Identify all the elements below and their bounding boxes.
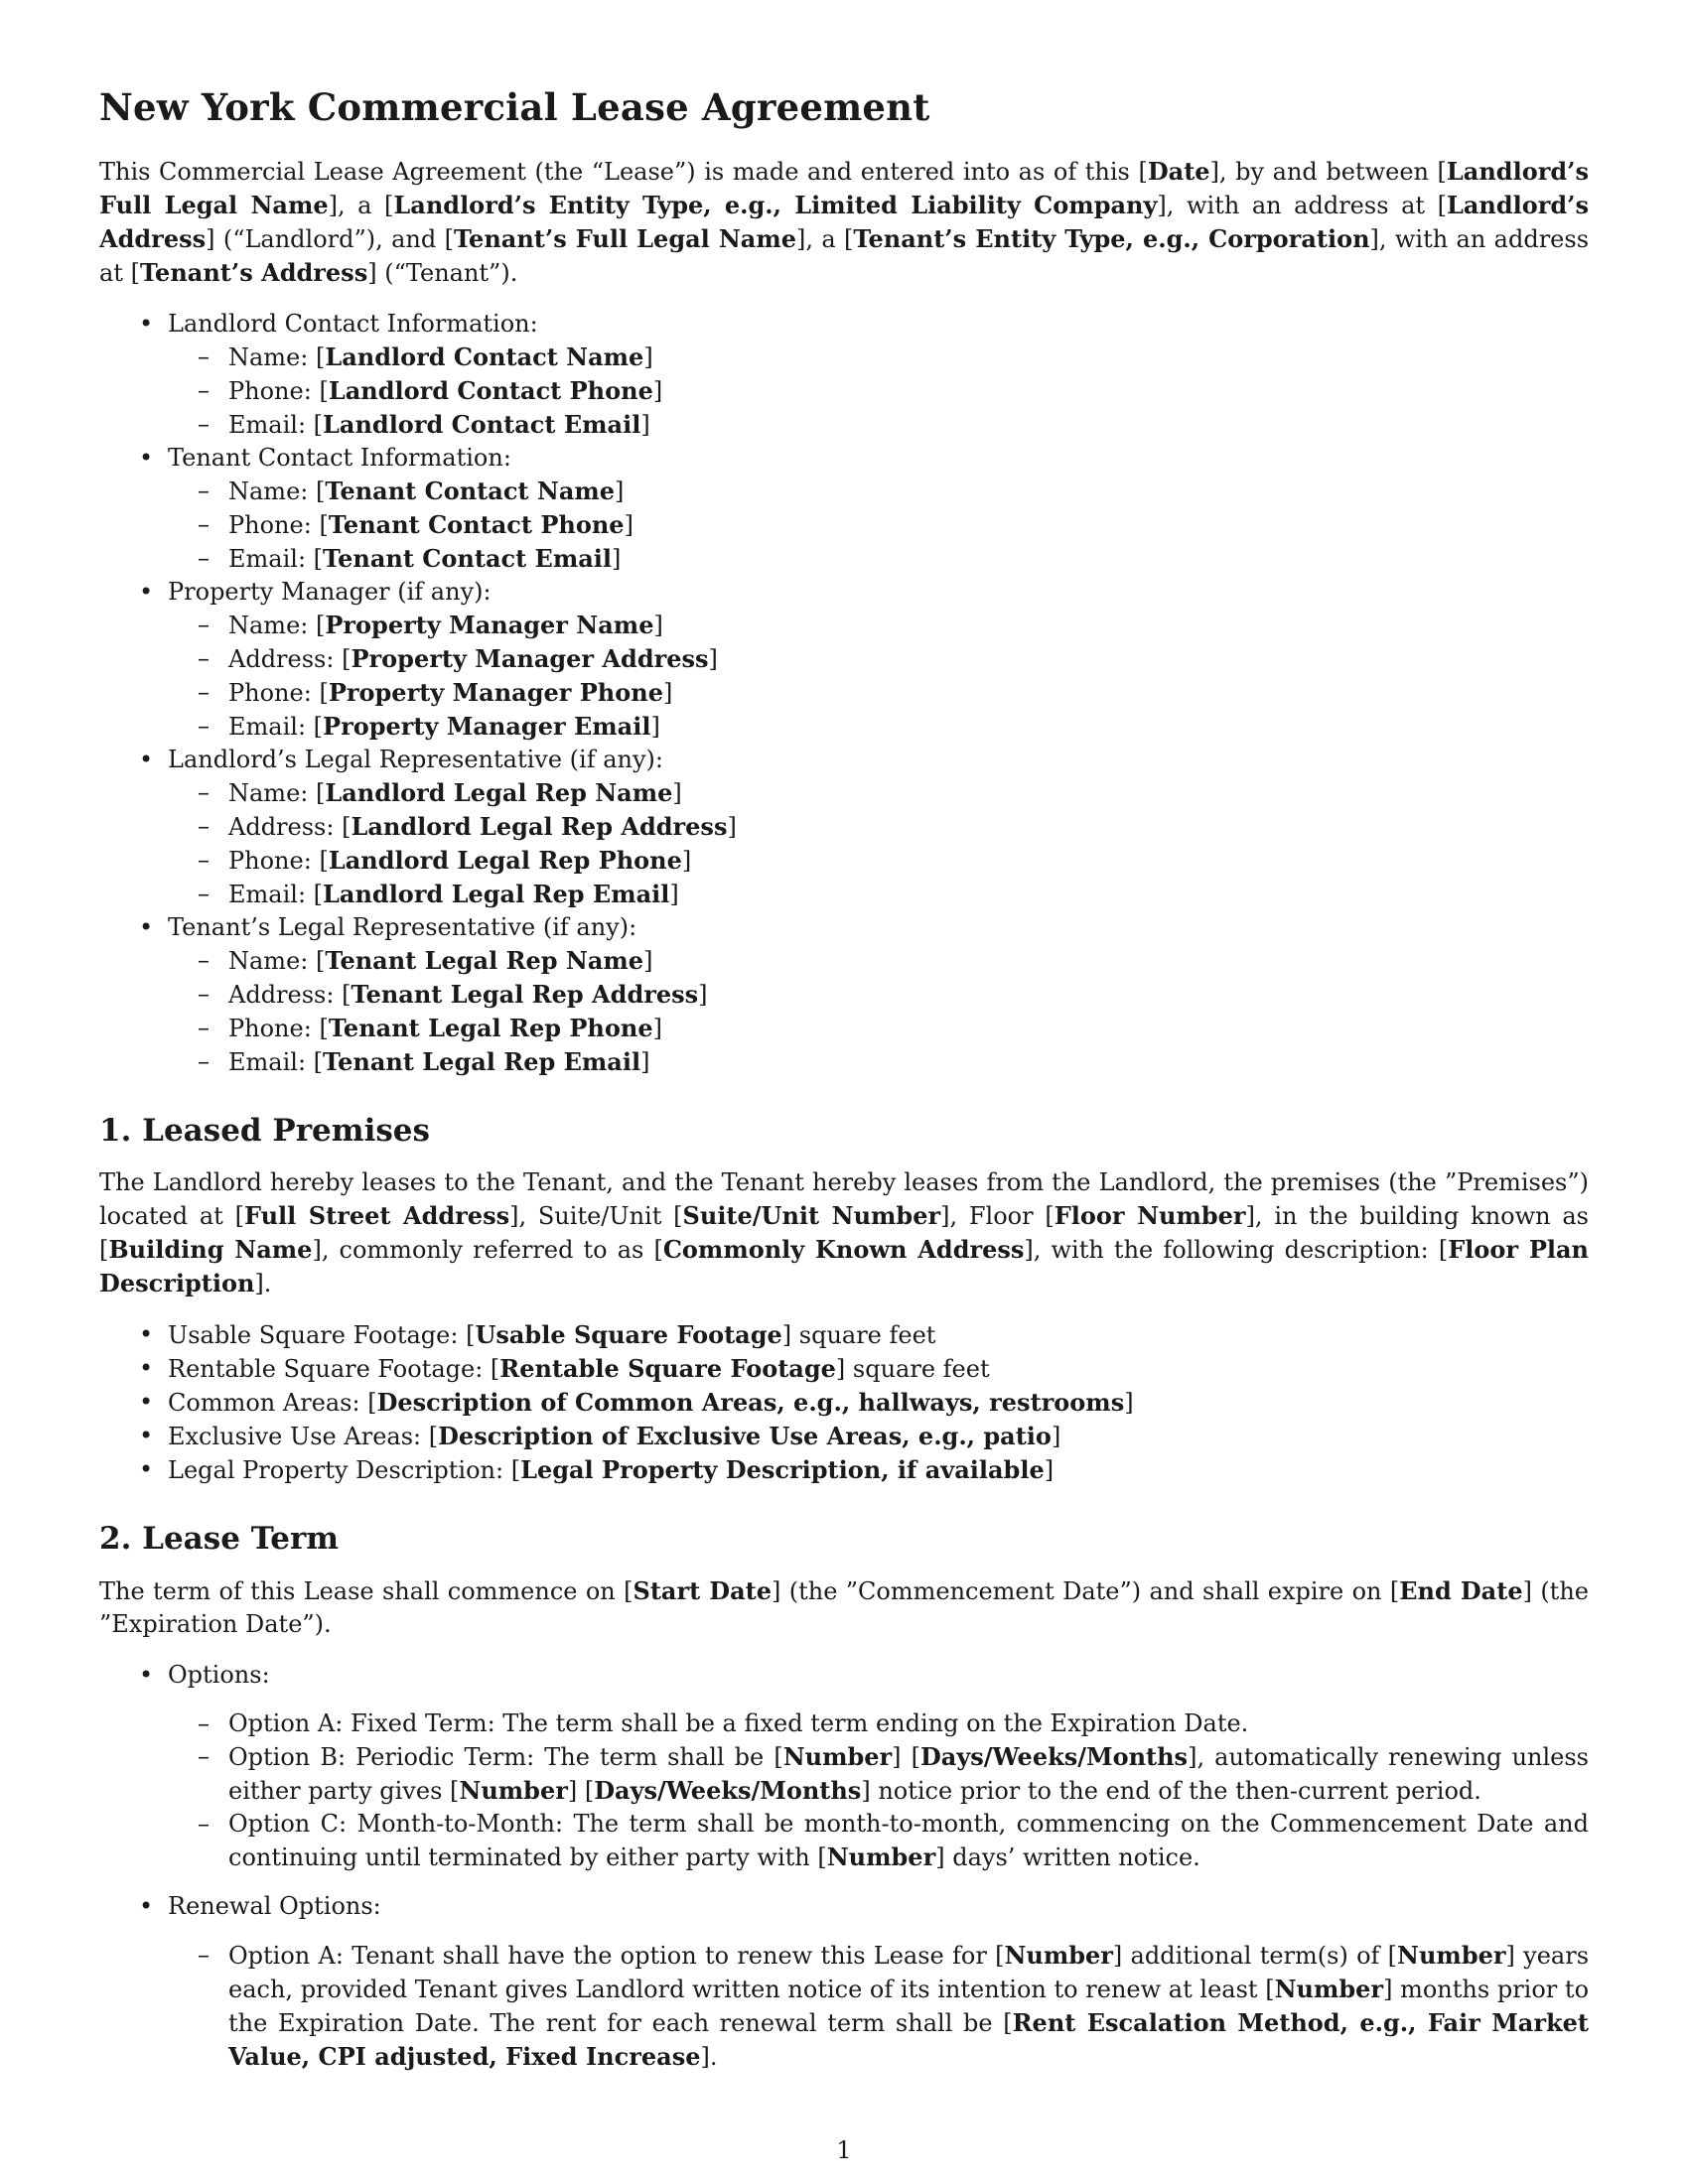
- list-item: [168, 1740, 1589, 1808]
- text-run: Option A: Tenant shall have the option to renew this Lease for [: [228, 1942, 1005, 1970]
- contact-group: [99, 442, 1589, 576]
- contact-sublist: [168, 609, 1589, 744]
- contact-field-label: Email:: [228, 411, 314, 439]
- list-item: [99, 1386, 1589, 1420]
- text-run: ], a [: [796, 225, 854, 253]
- contact-field-label: Email:: [228, 713, 314, 741]
- contact-field-label: Phone:: [228, 377, 320, 405]
- placeholder-field: Floor Number: [1054, 1201, 1246, 1230]
- contact-field: – Address: [Landlord Legal Rep Address]: [168, 810, 1589, 844]
- contact-field-label: Address:: [228, 645, 343, 673]
- text-run: Option B: Periodic Term: The term shall be [: [228, 1743, 783, 1771]
- section-1-heading: 1. Leased Premises: [99, 1113, 430, 1149]
- text-run: ] months prior to the Expiration Date. The rent for each renewal term shall be [: [228, 1976, 1590, 2037]
- intro-paragraph: [99, 155, 1589, 290]
- contact-field: – Address: [Property Manager Address]: [168, 642, 1589, 676]
- text-run: ] additional term(s) of [: [1112, 1942, 1398, 1970]
- placeholder-field: Tenant Legal Rep Email: [323, 1047, 641, 1076]
- placeholder-field: Number: [1004, 1941, 1113, 1970]
- contact-field: – Phone: [Property Manager Phone]: [168, 676, 1589, 710]
- text-run: ] square feet: [781, 1321, 936, 1349]
- contact-field-label: Name:: [228, 947, 316, 975]
- term-options-list: [99, 1659, 1589, 2074]
- placeholder-field: Tenant’s Entity Type, e.g., Corporation: [853, 224, 1370, 253]
- placeholder-field: Landlord Legal Rep Phone: [328, 846, 682, 875]
- contact-group: [99, 308, 1589, 442]
- contact-field-label: Email:: [228, 1048, 314, 1076]
- contact-field: – Phone: [Landlord Contact Phone]: [168, 374, 1589, 408]
- section-2-heading: 2. Lease Term: [99, 1521, 340, 1557]
- contact-group-label: Tenant’s Legal Representative (if any):: [168, 913, 637, 941]
- placeholder-field: Suite/Unit Number: [682, 1201, 941, 1230]
- contact-group-label: Landlord’s Legal Representative (if any):: [168, 746, 663, 773]
- list-item: [99, 1318, 1589, 1352]
- placeholder-field: Legal Property Description, if available: [520, 1455, 1045, 1484]
- text-run: ] notice prior to the end of the then-current period.: [861, 1777, 1481, 1805]
- text-run: ]: [1051, 1423, 1061, 1450]
- placeholder-field: Days/Weeks/Months: [919, 1742, 1189, 1771]
- text-run: Legal Property Description: [: [168, 1456, 521, 1484]
- placeholder-field: Description of Exclusive Use Areas, e.g., patio: [438, 1422, 1052, 1450]
- contact-field: – Email: [Property Manager Email]: [168, 710, 1589, 744]
- text-run: ], Suite/Unit [: [509, 1202, 683, 1230]
- text-run: The term of this Lease shall commence on [: [99, 1577, 633, 1605]
- text-run: ].: [700, 2043, 718, 2071]
- placeholder-field: Tenant Contact Phone: [328, 510, 625, 539]
- contact-field-label: Phone:: [228, 679, 320, 707]
- contact-group: [99, 576, 1589, 744]
- placeholder-field: Landlord Legal Rep Name: [325, 778, 673, 807]
- text-run: ] (the ”Expiration Date”).: [99, 1577, 1589, 1638]
- contact-field-label: Phone:: [228, 847, 320, 875]
- document-title: New York Commercial Lease Agreement: [99, 85, 930, 129]
- placeholder-field: Tenant Contact Name: [325, 477, 616, 505]
- contact-field: – Phone: [Landlord Legal Rep Phone]: [168, 844, 1589, 878]
- contact-field-label: Email:: [228, 545, 314, 573]
- contact-field: – Name: [Tenant Legal Rep Name]: [168, 944, 1589, 978]
- placeholder-field: Commonly Known Address: [662, 1235, 1025, 1264]
- placeholder-field: Landlord Legal Rep Address: [351, 812, 728, 841]
- text-run: ] square feet: [835, 1355, 990, 1383]
- list-item: [168, 1939, 1589, 2074]
- text-run: ], with an address at [: [1157, 192, 1447, 219]
- placeholder-field: Rentable Square Footage: [499, 1354, 836, 1383]
- contact-field: – Name: [Property Manager Name]: [168, 609, 1589, 642]
- contact-field: – Email: [Tenant Legal Rep Email]: [168, 1045, 1589, 1079]
- text-run: ], automatically renewing unless either party gives [: [228, 1743, 1589, 1805]
- text-run: ] (“Landlord”), and [: [206, 225, 454, 253]
- contact-sublist: [168, 776, 1589, 911]
- placeholder-field: Tenant Legal Rep Phone: [328, 1014, 653, 1042]
- list-item: [168, 1707, 1589, 1740]
- contact-group-label: Property Manager (if any):: [168, 578, 492, 606]
- contact-field-label: Name:: [228, 612, 316, 639]
- placeholder-field: Number: [1397, 1941, 1506, 1970]
- contact-group: [99, 744, 1589, 911]
- text-run: Usable Square Footage: [: [168, 1321, 476, 1349]
- placeholder-field: Building Name: [108, 1235, 313, 1264]
- placeholder-field: Property Manager Email: [323, 712, 651, 741]
- placeholder-field: Start Date: [633, 1576, 772, 1605]
- contact-group-label: Landlord Contact Information:: [168, 310, 538, 338]
- contact-field-label: Phone:: [228, 511, 320, 539]
- contact-sublist: [168, 341, 1589, 442]
- placeholder-field: Description of Common Areas, e.g., hallways, restrooms: [376, 1388, 1125, 1417]
- placeholder-field: Days/Weeks/Months: [594, 1776, 862, 1805]
- placeholder-field: Usable Square Footage: [475, 1320, 782, 1349]
- list-item: [99, 1420, 1589, 1453]
- contact-field-label: Name:: [228, 478, 316, 505]
- text-run: ], Floor [: [940, 1202, 1055, 1230]
- placeholder-field: Landlord Legal Rep Email: [323, 880, 670, 908]
- list-item: [99, 1890, 1589, 2074]
- placeholder-field: Tenant Contact Email: [323, 544, 613, 573]
- text-run: ] days’ written notice.: [935, 1843, 1200, 1871]
- text-run: Option C: Month-to-Month: The term shall be month-to-month, commencing on the Commencement Date and continuing until terminated by either party with [: [228, 1810, 1589, 1871]
- contact-field: – Name: [Landlord Contact Name]: [168, 341, 1589, 374]
- section-1-paragraph: [99, 1166, 1589, 1300]
- contact-field-label: Email:: [228, 881, 314, 908]
- placeholder-field: Landlord’s Address: [99, 191, 1590, 253]
- text-run: The Landlord hereby leases to the Tenant, and the Tenant hereby leases from the Landlord, the premises (the ”Premises”) located at [: [99, 1168, 1589, 1230]
- placeholder-field: Landlord Contact Phone: [328, 376, 653, 405]
- placeholder-field: Floor Plan Description: [99, 1235, 1589, 1297]
- contact-field-label: Address:: [228, 813, 343, 841]
- placeholder-field: Tenant Legal Rep Name: [325, 946, 644, 975]
- placeholder-field: Landlord’s Entity Type, e.g., Limited Liability Company: [393, 191, 1158, 219]
- text-run: ], with the following description: [: [1024, 1236, 1449, 1264]
- placeholder-field: Tenant’s Full Legal Name: [453, 224, 797, 253]
- premises-details-list: [99, 1318, 1589, 1487]
- text-run: ], by and between [: [1209, 158, 1447, 186]
- contact-field: – Address: [Tenant Legal Rep Address]: [168, 978, 1589, 1012]
- list-item: [99, 1453, 1589, 1487]
- placeholder-field: Rent Escalation Method, e.g., Fair Market Value, CPI adjusted, Fixed Increase: [228, 2008, 1589, 2071]
- placeholder-field: Landlord’s Full Legal Name: [99, 157, 1589, 219]
- options-label: Options:: [168, 1661, 270, 1689]
- list-item: [168, 1808, 1589, 1874]
- text-run: ] years each, provided Tenant gives Landlord written notice of its intention to renew at least [: [228, 1942, 1590, 2003]
- text-run: ] [: [892, 1743, 920, 1771]
- section-2-paragraph: [99, 1574, 1589, 1641]
- text-run: ]: [1044, 1456, 1055, 1484]
- text-run: ], in the building known as [: [99, 1202, 1590, 1264]
- contact-group-label: Tenant Contact Information:: [168, 444, 511, 472]
- text-run: Exclusive Use Areas: [: [168, 1423, 439, 1450]
- placeholder-field: Tenant’s Address: [139, 258, 368, 287]
- text-run: ].: [254, 1270, 272, 1297]
- placeholder-field: Number: [826, 1843, 936, 1871]
- contact-field: – Email: [Landlord Legal Rep Email]: [168, 878, 1589, 911]
- text-run: Rentable Square Footage: [: [168, 1355, 500, 1383]
- renewal-options-label: Renewal Options:: [168, 1892, 381, 1920]
- text-run: [: [1138, 158, 1148, 186]
- text-run: ] (the ”Commencement Date”) and shall expire on [: [772, 1577, 1400, 1605]
- contact-field-label: Phone:: [228, 1015, 320, 1042]
- contact-field: – Phone: [Tenant Legal Rep Phone]: [168, 1012, 1589, 1045]
- contact-field: – Name: [Tenant Contact Name]: [168, 475, 1589, 508]
- contact-field: – Email: [Tenant Contact Email]: [168, 542, 1589, 576]
- placeholder-field: Date: [1147, 157, 1210, 186]
- text-run: ] (“Tenant”).: [367, 259, 518, 287]
- contact-field: – Name: [Landlord Legal Rep Name]: [168, 776, 1589, 810]
- placeholder-field: Number: [1274, 1975, 1384, 2003]
- contact-field-label: Name:: [228, 779, 316, 807]
- placeholder-field: Landlord Contact Email: [323, 410, 641, 439]
- contact-group: [99, 911, 1589, 1079]
- placeholder-field: Number: [459, 1776, 568, 1805]
- text-run: ], a [: [328, 192, 394, 219]
- placeholder-field: Landlord Contact Name: [325, 342, 644, 371]
- text-run: This Commercial Lease Agreement (the “Lease”) is made and entered into as of this: [99, 158, 1139, 186]
- placeholder-field: Property Manager Phone: [328, 678, 663, 707]
- text-run: Common Areas: [: [168, 1389, 377, 1417]
- text-run: ], with an address at [: [99, 225, 1590, 287]
- list-item: [99, 1352, 1589, 1386]
- placeholder-field: Full Street Address: [243, 1201, 510, 1230]
- renewal-option-sublist: [168, 1939, 1589, 2074]
- contact-field: – Phone: [Tenant Contact Phone]: [168, 508, 1589, 542]
- text-run: ] [: [567, 1777, 595, 1805]
- contact-sublist: [168, 944, 1589, 1079]
- contact-field: – Email: [Landlord Contact Email]: [168, 408, 1589, 442]
- placeholder-field: Number: [782, 1742, 893, 1771]
- contact-sublist: [168, 475, 1589, 576]
- text-run: Option A: Fixed Term: The term shall be a fixed term ending on the Expiration Date.: [228, 1709, 1249, 1737]
- placeholder-field: Tenant Legal Rep Address: [351, 980, 699, 1009]
- placeholder-field: Property Manager Name: [325, 611, 654, 639]
- page-number: 1: [836, 2136, 852, 2164]
- contact-field-label: Name:: [228, 343, 316, 371]
- term-option-sublist: [168, 1707, 1589, 1874]
- text-run: ]: [1124, 1389, 1134, 1417]
- placeholder-field: Property Manager Address: [351, 644, 709, 673]
- list-item: [99, 1659, 1589, 1874]
- contact-list: [99, 308, 1589, 1079]
- text-run: ], commonly referred to as [: [312, 1236, 663, 1264]
- placeholder-field: End Date: [1399, 1576, 1523, 1605]
- contact-field-label: Address:: [228, 981, 343, 1009]
